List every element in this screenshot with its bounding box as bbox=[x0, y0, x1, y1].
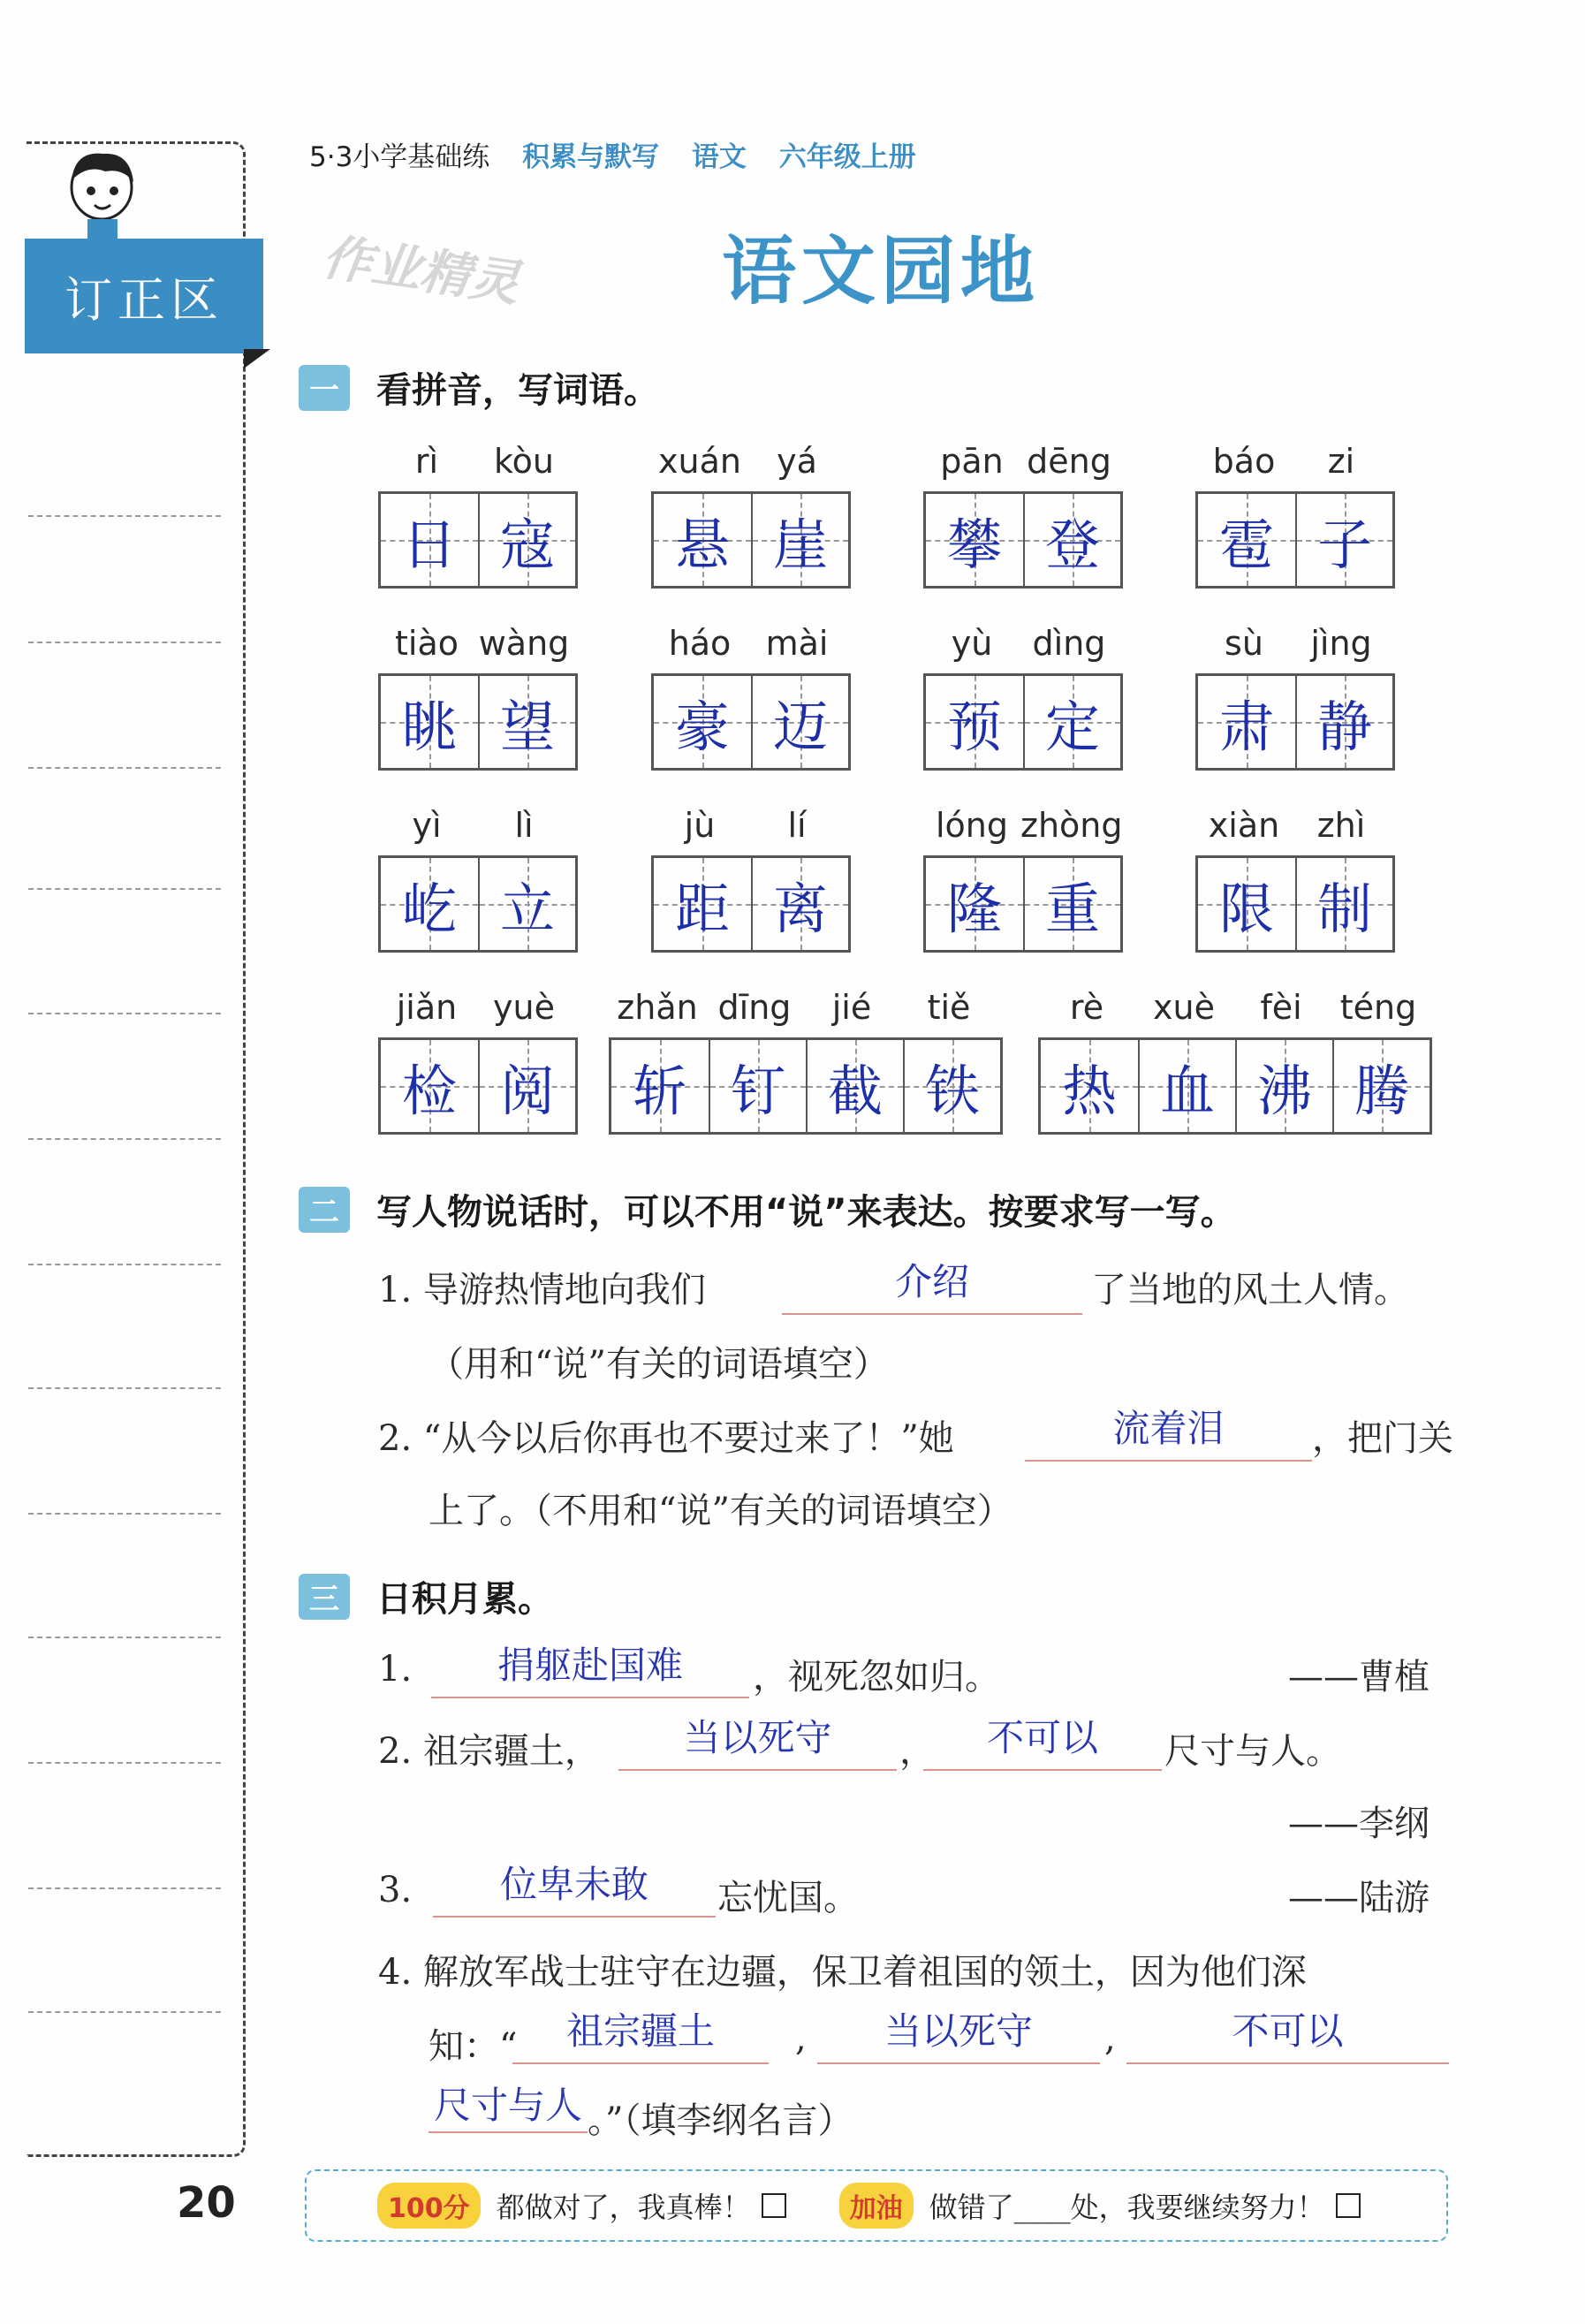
handwritten-char: 铁 bbox=[924, 1058, 980, 1123]
writing-cell[interactable] bbox=[1295, 494, 1392, 586]
page-number: 20 bbox=[177, 2178, 236, 2228]
writing-cell[interactable] bbox=[381, 1040, 478, 1132]
q-number: 1. bbox=[378, 1649, 413, 1690]
author: ——李纲 bbox=[1288, 1804, 1430, 1844]
answer-blank[interactable] bbox=[618, 1769, 897, 1771]
answer-text: 尺寸与人 bbox=[433, 2084, 582, 2127]
writing-cell[interactable] bbox=[806, 1040, 903, 1132]
author: ——曹植 bbox=[1288, 1657, 1430, 1697]
answer-text: 不可以 bbox=[1232, 2009, 1344, 2053]
writing-cell[interactable] bbox=[1138, 1040, 1235, 1132]
handwritten-char: 迈 bbox=[772, 694, 828, 759]
q-text: ，把门关 bbox=[1312, 1418, 1453, 1459]
series-name: 5·3小学基础练 bbox=[309, 141, 490, 173]
q-text: 2. 祖宗疆土， bbox=[378, 1731, 600, 1772]
tianzige-boxes bbox=[378, 1037, 578, 1135]
answer-text: 不可以 bbox=[986, 1716, 1098, 1759]
handwritten-char: 崖 bbox=[772, 512, 828, 577]
writing-cell[interactable] bbox=[478, 494, 575, 586]
pinyin-label: téng bbox=[1339, 988, 1417, 1027]
pinyin-label: yuè bbox=[493, 988, 555, 1027]
q-text: 尺寸与人。 bbox=[1164, 1731, 1341, 1772]
handwritten-char: 登 bbox=[1044, 512, 1100, 577]
handwritten-char: 定 bbox=[1044, 694, 1100, 759]
correction-tab: 订正区 bbox=[25, 239, 263, 353]
section-1-heading bbox=[299, 362, 659, 413]
handwritten-char: 截 bbox=[827, 1058, 883, 1123]
answer-text: 祖宗疆土 bbox=[565, 2009, 715, 2053]
checkbox-errors[interactable] bbox=[1336, 2193, 1361, 2218]
writing-cell[interactable] bbox=[709, 1040, 806, 1132]
answer-blank[interactable] bbox=[431, 1697, 749, 1698]
pinyin-label: yá bbox=[777, 442, 817, 481]
section-title: 日积月累。 bbox=[376, 1579, 553, 1620]
pinyin-label: yì bbox=[412, 806, 442, 845]
pinyin-label: lì bbox=[514, 806, 534, 845]
handwritten-char: 肃 bbox=[1218, 694, 1274, 759]
section-number: 三 bbox=[299, 1574, 350, 1620]
answer-blank[interactable] bbox=[782, 1313, 1082, 1315]
q-text: 。”（填李纲名言） bbox=[588, 2100, 853, 2141]
pinyin-label: sù bbox=[1225, 624, 1263, 663]
handwritten-char: 日 bbox=[401, 512, 457, 577]
writing-cell[interactable] bbox=[478, 676, 575, 768]
tianzige-boxes bbox=[1195, 673, 1395, 771]
writing-cell[interactable] bbox=[751, 858, 848, 950]
tianzige-boxes bbox=[923, 855, 1123, 953]
pinyin-label: lóng bbox=[935, 806, 1008, 845]
writing-cell[interactable] bbox=[1198, 676, 1295, 768]
writing-cell[interactable] bbox=[611, 1040, 709, 1132]
pinyin-label: rè bbox=[1069, 988, 1104, 1027]
tianzige-boxes bbox=[923, 673, 1123, 771]
handwritten-char: 离 bbox=[772, 876, 828, 941]
answer-blank[interactable] bbox=[817, 2062, 1100, 2064]
tianzige-boxes bbox=[378, 491, 578, 589]
section-2-heading bbox=[299, 1184, 1236, 1234]
pinyin-label: jiǎn bbox=[396, 988, 458, 1027]
handwritten-char: 腾 bbox=[1354, 1058, 1409, 1123]
writing-cell[interactable] bbox=[1332, 1040, 1430, 1132]
answer-blank[interactable] bbox=[923, 1769, 1162, 1771]
writing-cell[interactable] bbox=[1198, 858, 1295, 950]
section-number: 一 bbox=[299, 365, 350, 411]
handwritten-char: 眺 bbox=[401, 694, 457, 759]
writing-cell[interactable] bbox=[654, 494, 751, 586]
answer-blank[interactable] bbox=[433, 1916, 716, 1918]
tianzige-boxes bbox=[378, 673, 578, 771]
writing-cell[interactable] bbox=[381, 858, 478, 950]
q-text: 4. 解放军战士驻守在边疆，保卫着祖国的领土，因为他们深 bbox=[378, 1952, 1307, 1993]
writing-cell[interactable] bbox=[1023, 858, 1120, 950]
book-header bbox=[309, 134, 916, 174]
handwritten-char: 攀 bbox=[946, 512, 1002, 577]
writing-cell[interactable] bbox=[1023, 676, 1120, 768]
q-text: 2. “从今以后你再也不要过来了！”她 bbox=[378, 1418, 954, 1459]
handwritten-char: 屹 bbox=[401, 876, 457, 941]
pinyin-label: pān bbox=[940, 442, 1004, 481]
section-title: 看拼音，写词语。 bbox=[376, 370, 659, 411]
grade-name: 六年级上册 bbox=[778, 141, 916, 173]
answer-text: 位卑未敢 bbox=[499, 1863, 648, 1906]
section-title: 写人物说话时，可以不用“说”来表达。按要求写一写。 bbox=[376, 1192, 1236, 1233]
answer-blank[interactable] bbox=[1126, 2062, 1449, 2064]
handwritten-char: 制 bbox=[1316, 876, 1372, 941]
pinyin-label: xuán bbox=[658, 442, 741, 481]
handwritten-char: 距 bbox=[674, 876, 730, 941]
handwritten-char: 立 bbox=[499, 876, 555, 941]
writing-cell[interactable] bbox=[926, 494, 1023, 586]
pinyin-label: dìng bbox=[1032, 624, 1106, 663]
q-text: 忘忧国。 bbox=[717, 1878, 859, 1918]
self-check-text-2: 做错了____处，我要继续努力！ bbox=[929, 2191, 1325, 2224]
writing-cell[interactable] bbox=[1041, 1040, 1138, 1132]
writing-cell[interactable] bbox=[654, 676, 751, 768]
handwritten-char: 预 bbox=[946, 694, 1002, 759]
checkbox-correct[interactable] bbox=[762, 2193, 786, 2218]
writing-cell[interactable] bbox=[1198, 494, 1295, 586]
handwritten-char: 检 bbox=[401, 1058, 457, 1123]
pinyin-label: zi bbox=[1327, 442, 1355, 481]
handwritten-char: 斩 bbox=[632, 1058, 687, 1123]
correction-area bbox=[27, 141, 246, 2157]
answer-text: 当以死守 bbox=[683, 1716, 832, 1759]
q-text: 知：“ bbox=[428, 2026, 518, 2067]
handwritten-char: 子 bbox=[1316, 512, 1372, 577]
q-number: 3. bbox=[378, 1870, 413, 1910]
handwritten-char: 悬 bbox=[674, 512, 730, 577]
handwritten-char: 隆 bbox=[946, 876, 1002, 941]
writing-cell[interactable] bbox=[1295, 858, 1392, 950]
pinyin-label: zhǎn bbox=[617, 988, 698, 1027]
writing-cell[interactable] bbox=[903, 1040, 1000, 1132]
tianzige-boxes bbox=[651, 855, 851, 953]
q-note: （用和“说”有关的词语填空） bbox=[428, 1344, 889, 1385]
handwritten-char: 阅 bbox=[499, 1058, 555, 1123]
pinyin-label: tiào bbox=[395, 624, 459, 663]
q-text: , bbox=[1104, 2018, 1116, 2059]
writing-cell[interactable] bbox=[751, 676, 848, 768]
pinyin-label: jù bbox=[684, 806, 716, 845]
pinyin-label: kòu bbox=[494, 442, 554, 481]
pinyin-label: mài bbox=[765, 624, 829, 663]
page-title: 语文园地 bbox=[721, 228, 1040, 315]
writing-cell[interactable] bbox=[926, 858, 1023, 950]
q-text: 了当地的风土人情。 bbox=[1091, 1270, 1409, 1310]
handwritten-char: 寇 bbox=[499, 512, 555, 577]
answer-blank[interactable] bbox=[1025, 1460, 1312, 1462]
q-text: , bbox=[795, 2018, 807, 2059]
pinyin-label: fèi bbox=[1260, 988, 1302, 1027]
self-check-text-1: 都做对了，我真棒！ bbox=[496, 2191, 751, 2224]
pinyin-label: báo bbox=[1212, 442, 1276, 481]
section-3-heading bbox=[299, 1571, 553, 1621]
pinyin-label: lí bbox=[787, 806, 807, 845]
tianzige-boxes bbox=[651, 491, 851, 589]
pinyin-label: jié bbox=[831, 988, 872, 1027]
q-note: 上了。（不用和“说”有关的词语填空） bbox=[428, 1491, 1012, 1531]
tianzige-boxes bbox=[923, 491, 1123, 589]
writing-cell[interactable] bbox=[478, 858, 575, 950]
pinyin-label: zhòng bbox=[1020, 806, 1123, 845]
pinyin-label: háo bbox=[668, 624, 732, 663]
handwritten-char: 静 bbox=[1316, 694, 1372, 759]
handwritten-char: 望 bbox=[499, 694, 555, 759]
answer-text: 当以死守 bbox=[884, 2009, 1033, 2053]
full-score-badge: 100分 bbox=[377, 2183, 481, 2229]
pinyin-label: xuè bbox=[1153, 988, 1215, 1027]
answer-text: 流着泪 bbox=[1112, 1407, 1225, 1450]
pinyin-label: jìng bbox=[1310, 624, 1372, 663]
handwritten-char: 雹 bbox=[1218, 512, 1274, 577]
writing-cell[interactable] bbox=[751, 494, 848, 586]
handwritten-char: 沸 bbox=[1256, 1058, 1312, 1123]
pinyin-label: wàng bbox=[478, 624, 570, 663]
answer-blank[interactable] bbox=[428, 2131, 588, 2133]
self-check-bar bbox=[305, 2169, 1448, 2242]
book-name: 积累与默写 bbox=[522, 141, 660, 173]
pinyin-label: tiě bbox=[927, 988, 971, 1027]
subject-name: 语文 bbox=[691, 141, 747, 173]
tianzige-boxes bbox=[378, 855, 578, 953]
watermark: 作业精灵 bbox=[318, 228, 523, 314]
tianzige-boxes bbox=[1195, 491, 1395, 589]
pinyin-label: dīng bbox=[717, 988, 792, 1027]
q-text: 1. 导游热情地向我们 bbox=[378, 1270, 706, 1310]
tianzige-boxes bbox=[609, 1037, 1003, 1135]
tianzige-boxes bbox=[651, 673, 851, 771]
answer-text: 介绍 bbox=[894, 1260, 969, 1303]
writing-cell[interactable] bbox=[478, 1040, 575, 1132]
writing-cell[interactable] bbox=[1235, 1040, 1332, 1132]
cheer-badge: 加油 bbox=[839, 2183, 914, 2229]
handwritten-char: 血 bbox=[1159, 1058, 1215, 1123]
writing-cell[interactable] bbox=[654, 858, 751, 950]
writing-cell[interactable] bbox=[926, 676, 1023, 768]
answer-blank[interactable] bbox=[512, 2062, 769, 2064]
pinyin-label: yù bbox=[951, 624, 993, 663]
writing-cell[interactable] bbox=[381, 494, 478, 586]
handwritten-char: 限 bbox=[1218, 876, 1274, 941]
writing-cell[interactable] bbox=[381, 676, 478, 768]
tab-tip bbox=[244, 349, 270, 368]
tianzige-boxes bbox=[1038, 1037, 1432, 1135]
pinyin-label: xiàn bbox=[1208, 806, 1280, 845]
pinyin-label: zhì bbox=[1316, 806, 1366, 845]
tianzige-boxes bbox=[1195, 855, 1395, 953]
q-text: ， bbox=[899, 1731, 935, 1772]
handwritten-char: 重 bbox=[1044, 876, 1100, 941]
answer-text: 捐躯赴国难 bbox=[497, 1644, 683, 1687]
handwritten-char: 豪 bbox=[674, 694, 730, 759]
pinyin-label: dēng bbox=[1027, 442, 1111, 481]
author: ——陆游 bbox=[1288, 1878, 1430, 1918]
handwritten-char: 热 bbox=[1061, 1058, 1117, 1123]
q-text: ，视死忽如归。 bbox=[753, 1657, 1000, 1697]
writing-cell[interactable] bbox=[1295, 676, 1392, 768]
writing-cell[interactable] bbox=[1023, 494, 1120, 586]
pinyin-label: rì bbox=[414, 442, 439, 481]
section-number: 二 bbox=[299, 1187, 350, 1233]
handwritten-char: 钉 bbox=[730, 1058, 785, 1123]
